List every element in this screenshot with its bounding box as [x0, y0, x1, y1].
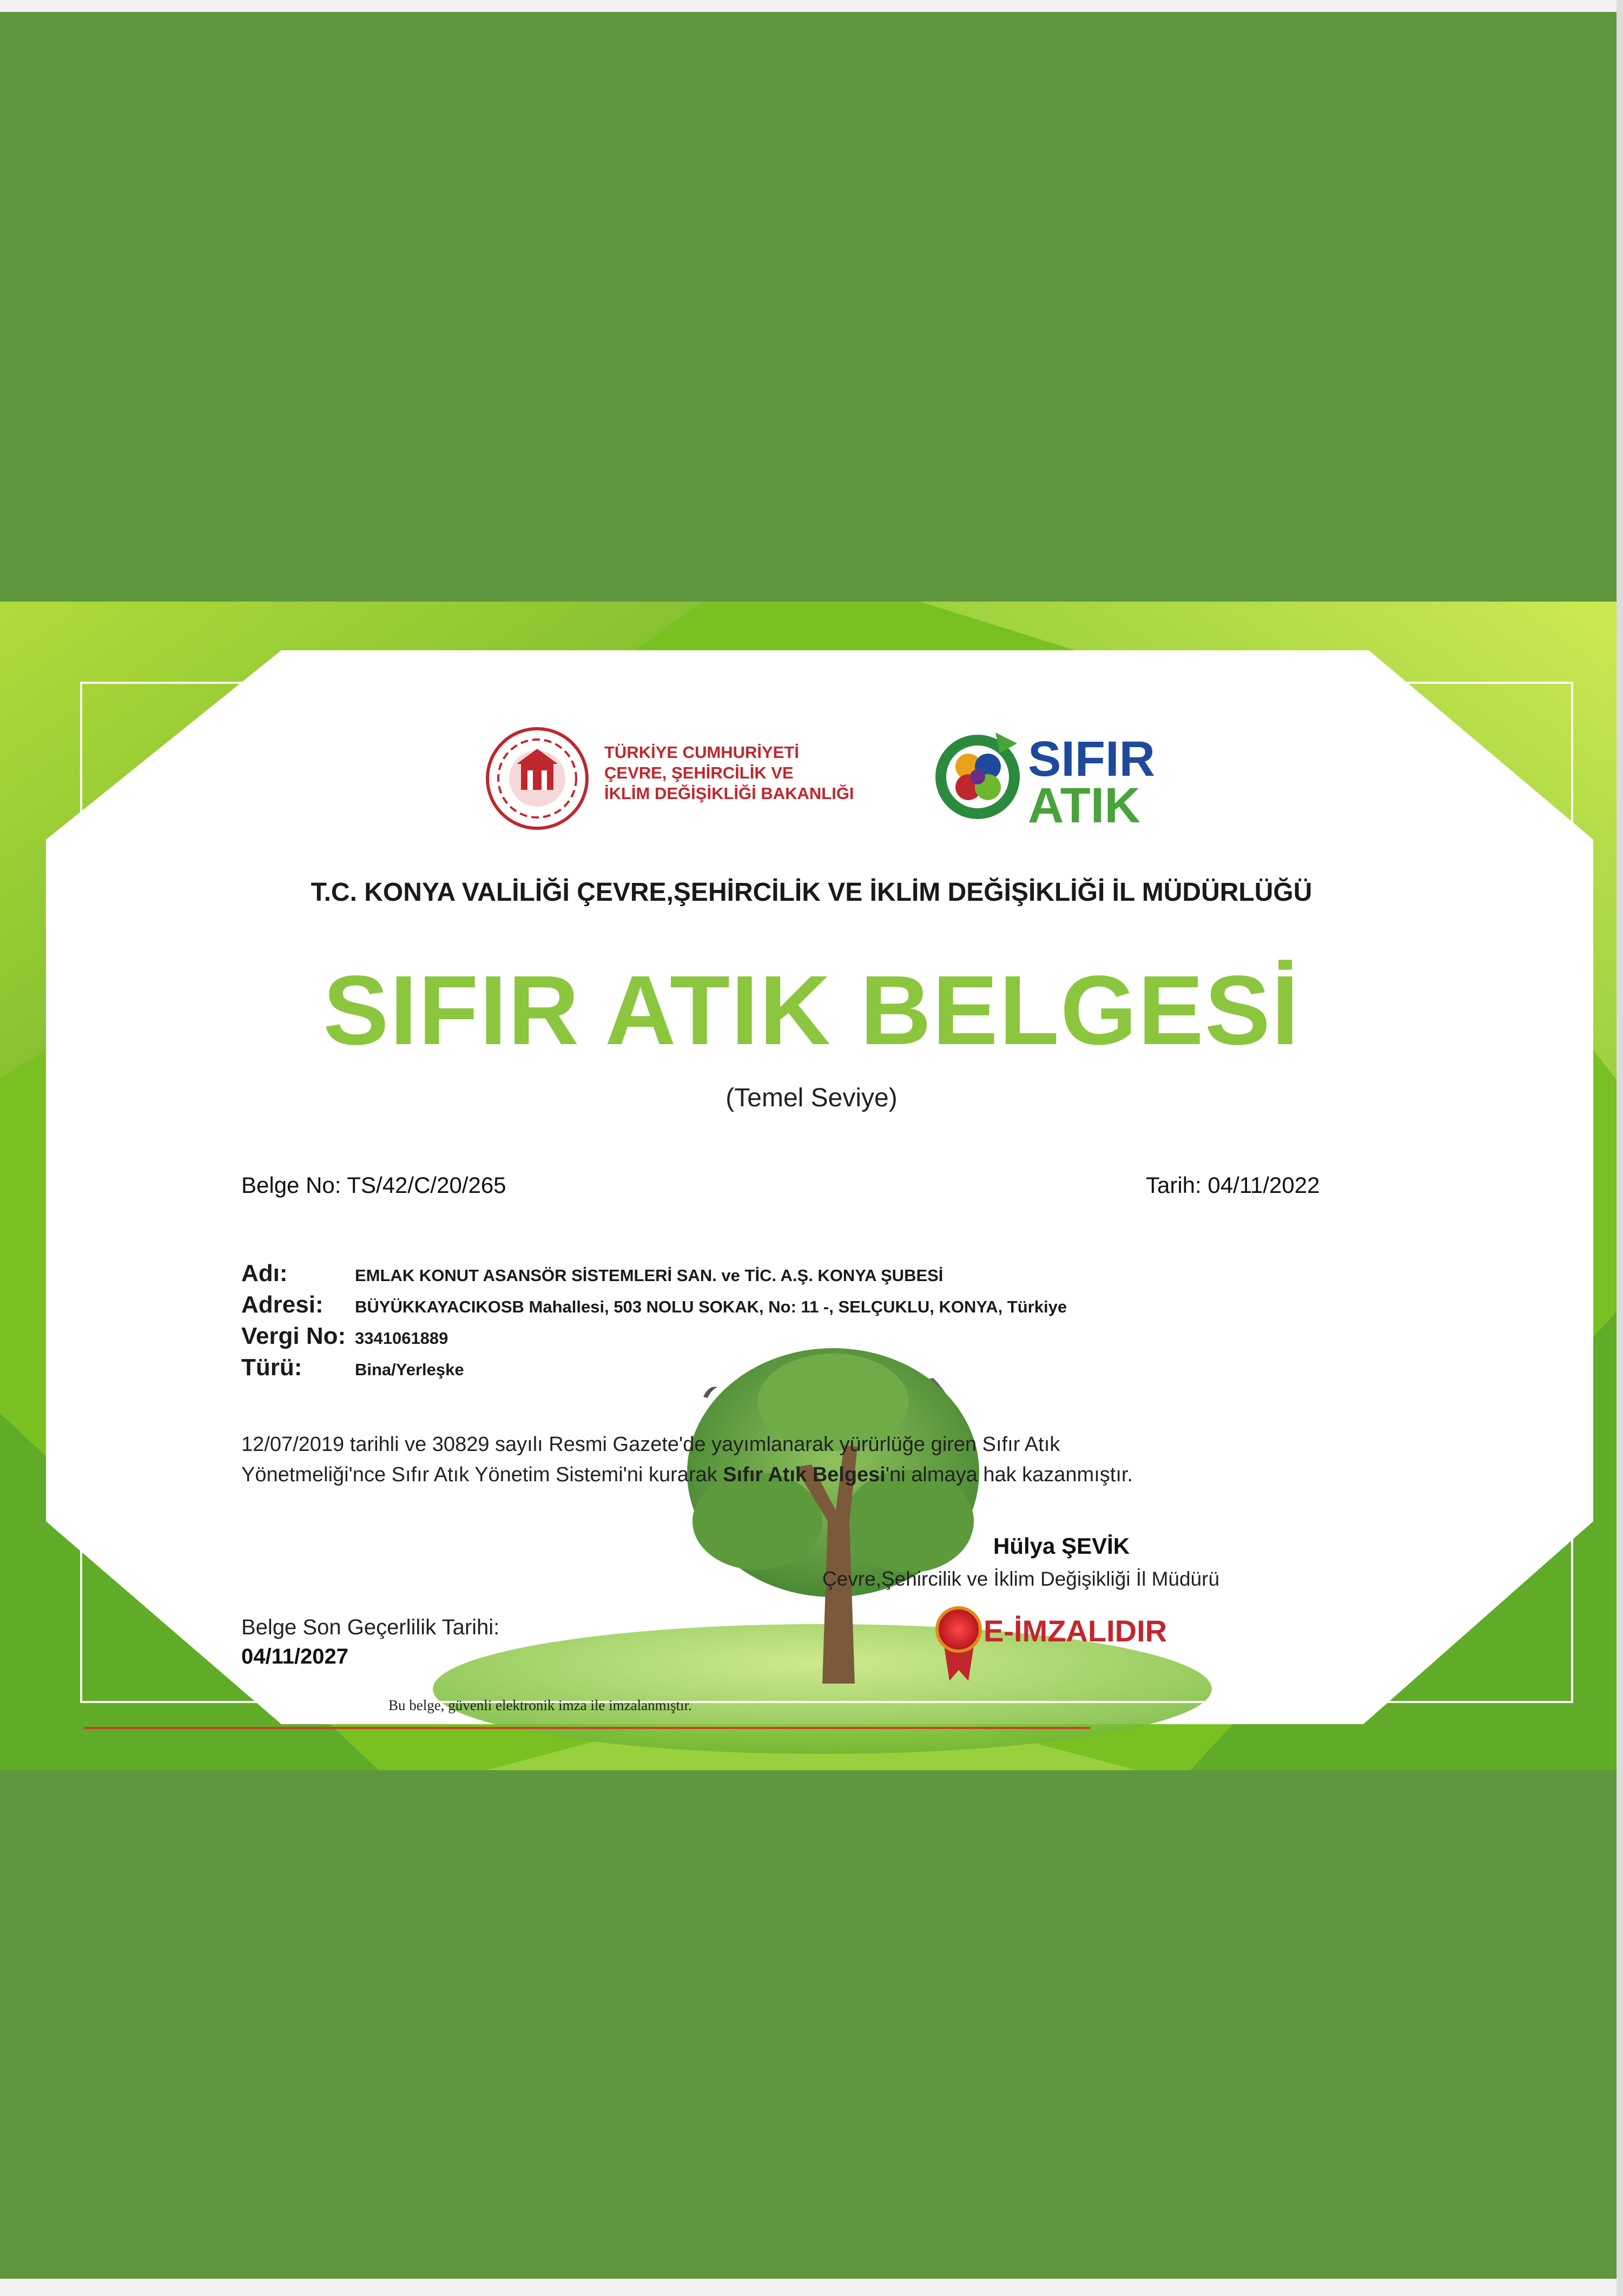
e-signature-label: E-İMZALIDIR — [984, 1614, 1167, 1648]
certificate — [0, 602, 1623, 1770]
ministry-line: TÜRKİYE CUMHURİYETİ — [604, 743, 799, 762]
logo-line: ATIK — [1028, 778, 1140, 833]
footer-note: Bu belge, güvenli elektronik imza ile imzalanmıştır. — [388, 1697, 692, 1713]
statement-emphasis: Sıfır Atık Belgesi — [723, 1463, 886, 1486]
field-value: Bina/Yerleşke — [355, 1360, 464, 1379]
field-label: Adı: — [241, 1260, 288, 1286]
document-number: Belge No: TS/42/C/20/265 — [241, 1172, 506, 1198]
field-label: Türü: — [241, 1354, 302, 1381]
statement-line — [241, 1460, 1133, 1490]
field-value: 3341061889 — [355, 1329, 448, 1348]
certificate-title: SIFIR ATIK BELGESİ — [323, 955, 1300, 1065]
field-label: Adresi: — [241, 1291, 324, 1318]
statement-text: Yönetmeliği'nce Sıfır Atık Yönetim Sistemi'ni kurarak — [241, 1463, 723, 1486]
directorate-heading: T.C. KONYA VALİLİĞİ ÇEVRE,ŞEHİRCİLİK VE İKLİM DEĞİŞİKLİĞİ İL MÜDÜRLÜĞÜ — [311, 878, 1312, 907]
ministry-name — [604, 742, 854, 804]
logo-line: SIFIR — [1028, 731, 1156, 787]
signer-title: Çevre,Şehircilik ve İklim Değişikliği İl Müdürü — [822, 1568, 1220, 1590]
field-value: BÜYÜKKAYACIKOSB Mahallesi, 503 NOLU SOKAK, No: 11 -, SELÇUKLU, KONYA, Türkiye — [355, 1297, 1067, 1316]
field-value: EMLAK KONUT ASANSÖR SİSTEMLERİ SAN. ve TİC. A.Ş. KONYA ŞUBESİ — [355, 1266, 944, 1285]
issue-date: Tarih: 04/11/2022 — [1146, 1172, 1320, 1198]
page-edge — [1617, 0, 1623, 2296]
certificate-level: (Temel Seviye) — [725, 1084, 898, 1112]
footer-divider — [84, 1727, 1090, 1729]
ministry-line: ÇEVRE, ŞEHİRCİLİK VE — [604, 763, 794, 782]
statement-line: 12/07/2019 tarihli ve 30829 sayılı Resmi Gazete'de yayımlanarak yürürlüğe giren Sıfır Atık — [241, 1433, 1060, 1456]
document-page — [0, 12, 1623, 2279]
signer-name: Hülya ŞEVİK — [993, 1533, 1130, 1559]
statement-text: 'ni almaya hak kazanmıştır. — [885, 1463, 1133, 1486]
field-label: Vergi No: — [241, 1323, 346, 1349]
validity-date: 04/11/2027 — [241, 1645, 348, 1668]
certificate-statement — [241, 1429, 1133, 1490]
ministry-line: İKLİM DEĞİŞİKLİĞİ BAKANLIĞI — [604, 784, 854, 803]
validity-label: Belge Son Geçerlilik Tarihi: — [241, 1615, 500, 1639]
sifir-atik-logo-text — [1028, 731, 1156, 833]
